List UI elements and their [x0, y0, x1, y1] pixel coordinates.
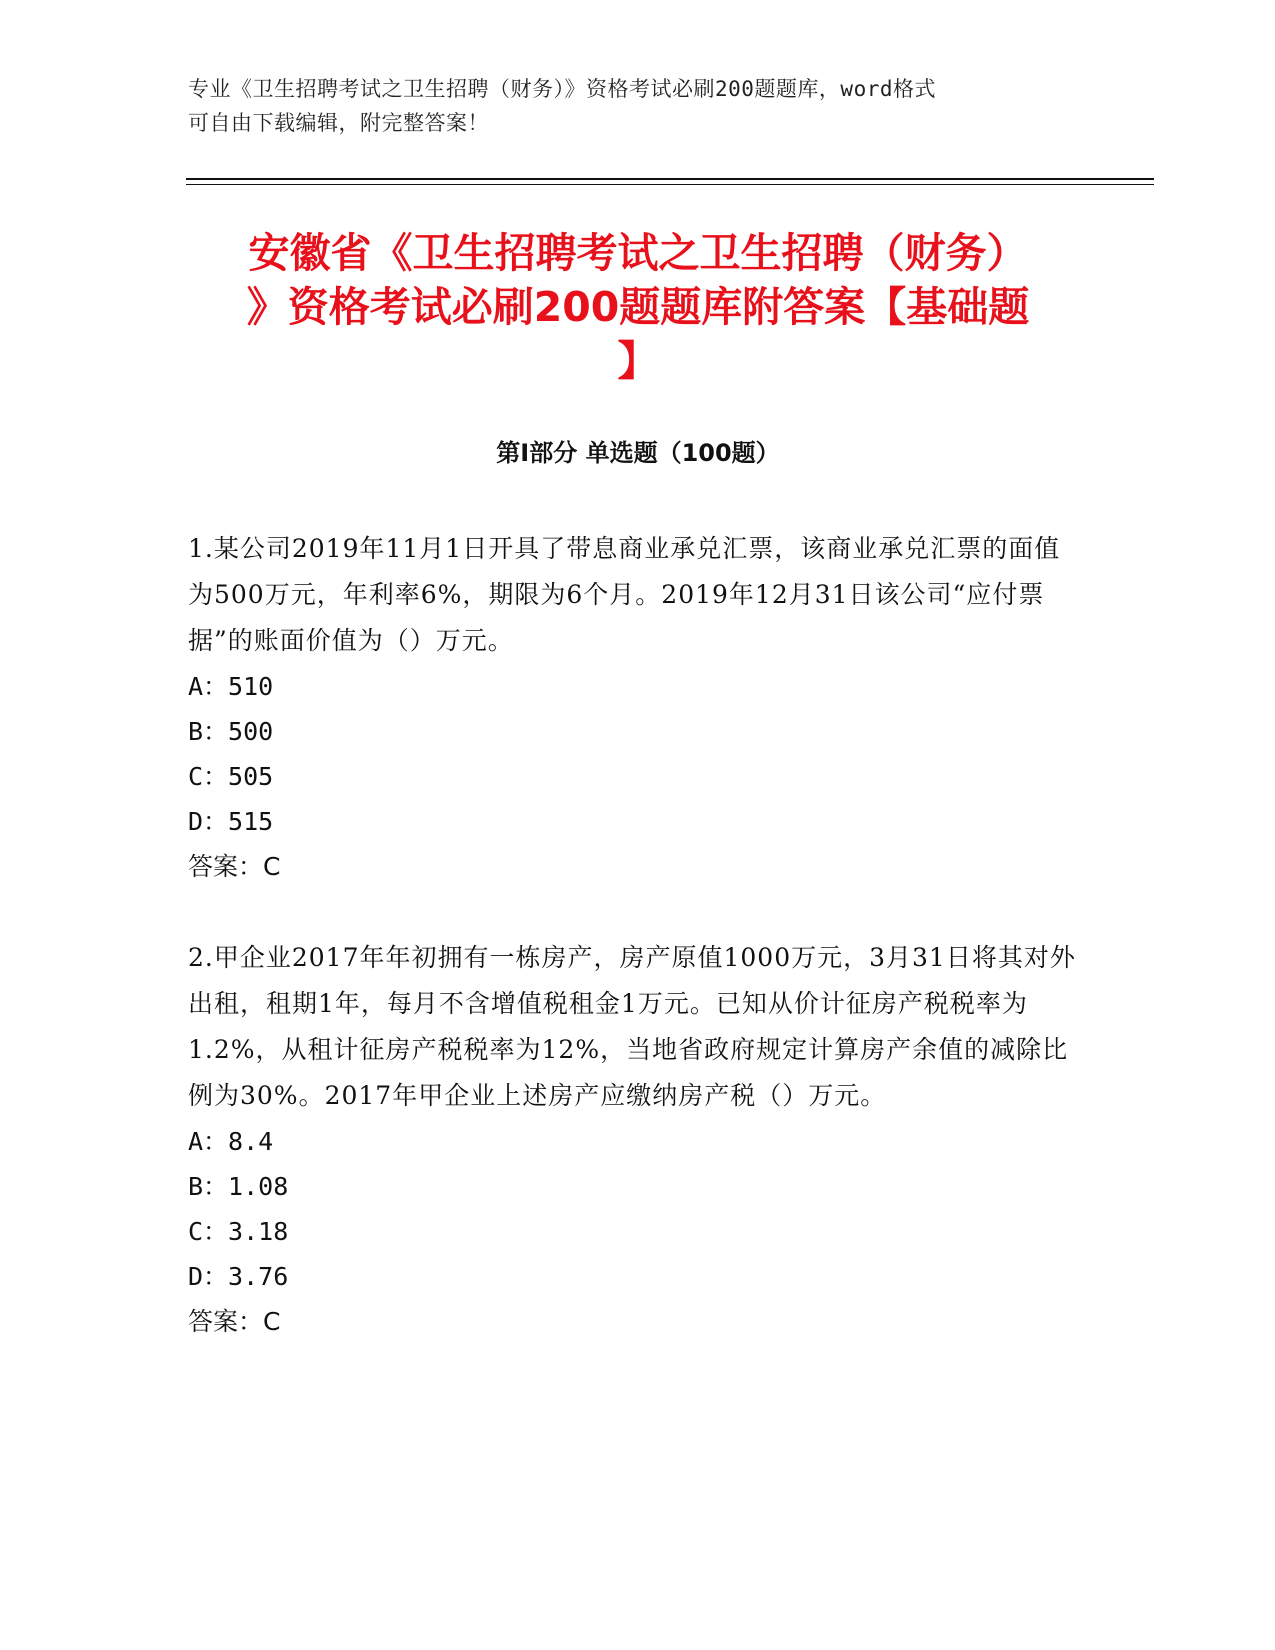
option-c: C：3.18: [188, 1217, 289, 1246]
option-a: A：510: [188, 672, 274, 701]
document-title-line1: 安徽省《卫生招聘考试之卫生招聘（财务）: [248, 229, 1028, 277]
answer-line: 答案：C: [188, 852, 281, 881]
answer-line: 答案：C: [188, 1307, 281, 1336]
header-note: [188, 72, 1068, 140]
document-title-line2: 》资格考试必刷200题题库附答案【基础题: [246, 283, 1030, 331]
option-b: B：500: [188, 717, 274, 746]
header-note-line1: 专业《卫生招聘考试之卫生招聘（财务）》资格考试必刷200题题库，word格式: [188, 77, 936, 101]
question-item: [188, 935, 1078, 1344]
question-stem: 1.某公司2019年11月1日开具了带息商业承兑汇票，该商业承兑汇票的面值为500万元，年利率6%，期限为6个月。2019年12月31日该公司“应付票据”的账面价值为（）万元。: [188, 534, 1061, 655]
option-d: D：3.76: [188, 1262, 289, 1291]
option-b: B：1.08: [188, 1172, 289, 1201]
option-d: D：515: [188, 807, 274, 836]
header-divider-thick: [186, 178, 1154, 180]
section-heading: 第Ⅰ部分 单选题（100题）: [496, 439, 780, 467]
document-title: [188, 226, 1088, 388]
question-item: [188, 526, 1078, 889]
option-a: A：8.4: [188, 1127, 274, 1156]
header-divider-thin: [186, 184, 1154, 185]
header-note-line2: 可自由下载编辑，附完整答案！: [188, 111, 489, 135]
document-title-line3: 】: [617, 337, 659, 385]
question-stem: 2.甲企业2017年年初拥有一栋房产，房产原值1000万元，3月31日将其对外出租，租期1年，每月不含增值税租金1万元。已知从价计征房产税税率为1.2%，从租计征房产税税率为12%，当地省政府规定计算房产余值的减除比例为30%。2017年甲企业上述房产应缴纳房产税（）万元。: [188, 943, 1076, 1110]
option-c: C：505: [188, 762, 274, 791]
